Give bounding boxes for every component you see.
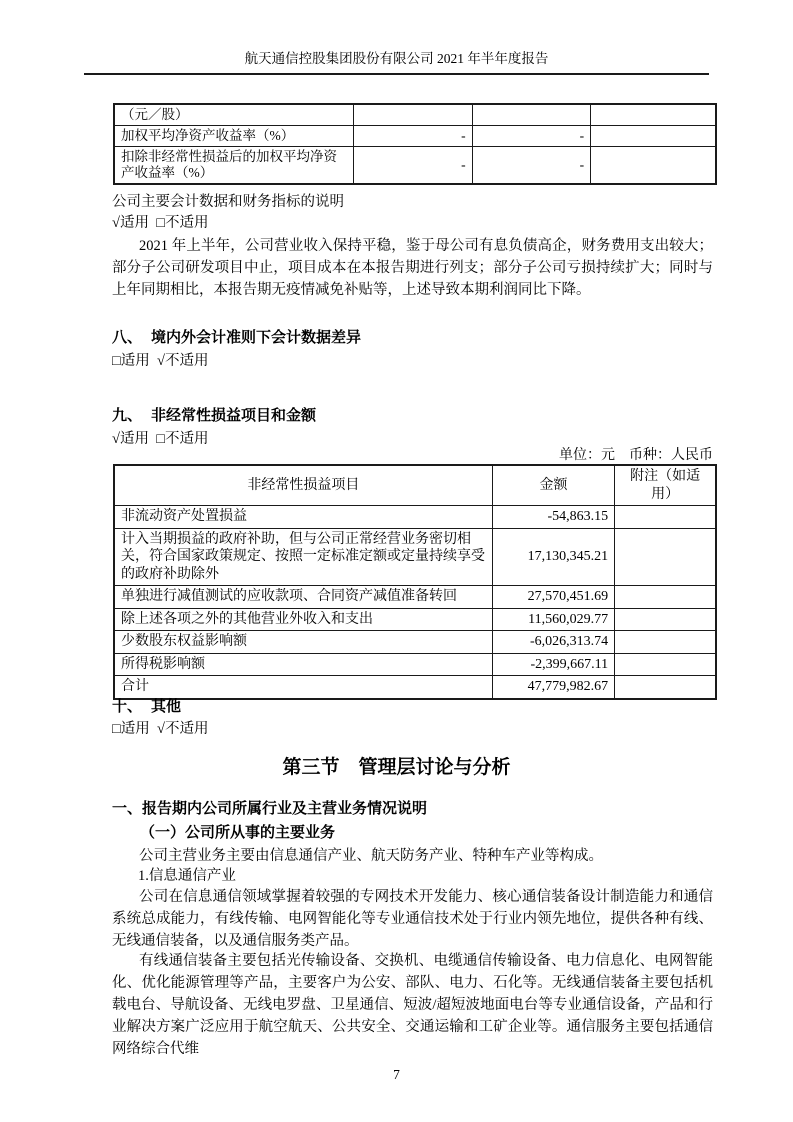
indicator-value — [591, 104, 716, 126]
amount-cell: 47,779,982.67 — [492, 676, 614, 699]
note-cell — [615, 653, 716, 676]
table-row — [114, 126, 716, 147]
note-cell — [615, 528, 716, 586]
notes-title: 公司主要会计数据和财务指标的说明 — [112, 194, 344, 210]
amount-cell: -6,026,313.74 — [492, 631, 614, 654]
section-title: 非经常性损益项目和金额 — [151, 407, 317, 424]
section-ix-applicability: √适用 □不适用 — [112, 431, 209, 447]
section-title: 其他 — [151, 698, 182, 715]
note-cell — [615, 608, 716, 631]
amount-cell: 11,560,029.77 — [492, 608, 614, 631]
column-header-item: 非经常性损益项目 — [114, 465, 492, 506]
indicator-value: - — [354, 147, 472, 185]
table-header-row — [114, 465, 716, 506]
section-number: 八、 — [112, 329, 143, 346]
notes-paragraph: 2021 年上半年，公司营业收入保持平稳，鉴于母公司有息负债高企，财务费用支出较大；部分子公司研发项目中止，项目成本在本报告期进行列支；部分子公司亏损持续扩大；同时与上年同期相比，本报告期无疫情减免补贴等，上述导致本期利润同比下降。 — [112, 238, 713, 298]
item-cell: 除上述各项之外的其他营业外收入和支出 — [114, 608, 492, 631]
section-number: 九、 — [112, 407, 143, 424]
info-comm-paragraph-2: 有线通信装备主要包括光传输设备、交换机、电缆通信传输设备、电力信息化、电网智能化、优化能源管理等产品，主要客户为公安、部队、电力、石化等。无线通信装备主要包括机载电台、导航设备、无线电罗盘、卫星通信、短波/超短波地面电台等专业通信设备，产品和行业解决方案广泛应用于航空航天、公共安全、交通运输和工矿企业等。通信服务主要包括通信网络综合代维 — [112, 953, 713, 1057]
financial-indicators-table — [113, 103, 717, 185]
item-cell: 合计 — [114, 676, 492, 699]
section-x-heading — [112, 696, 713, 718]
indicator-value — [591, 126, 716, 147]
chapter-title: 第三节 管理层讨论与分析 — [282, 757, 511, 778]
unit-currency-note: 单位：元 币种：人民币 — [559, 448, 713, 463]
note-cell — [615, 506, 716, 529]
indicator-value: - — [472, 126, 590, 147]
indicator-label: 加权平均净资产收益率（%） — [114, 126, 354, 147]
table-row — [114, 528, 716, 586]
indicator-value — [472, 104, 590, 126]
business-section-heading: 一、报告期内公司所属行业及主营业务情况说明 — [112, 800, 428, 817]
section-title: 境内外会计准则下会计数据差异 — [151, 329, 362, 346]
amount-cell: -2,399,667.11 — [492, 653, 614, 676]
document-title: 航天通信控股集团股份有限公司 2021 年半年度报告 — [244, 51, 549, 66]
table-row — [114, 506, 716, 529]
section-ix-heading — [112, 405, 713, 427]
column-header-note: 附注（如适用） — [615, 465, 716, 506]
document-header — [0, 50, 793, 68]
indicator-value — [591, 147, 716, 185]
table-row — [114, 104, 716, 126]
notes-applicability: √适用 □不适用 — [112, 215, 209, 231]
business-overview-paragraph: 公司主营业务主要由信息通信产业、航天防务产业、特种车产业等构成。 — [139, 848, 603, 864]
indicator-label: 扣除非经常性损益后的加权平均净资产收益率（%） — [114, 147, 354, 185]
item-cell: 单独进行减值测试的应收款项、合同资产减值准备转回 — [114, 586, 492, 609]
item-cell: 非流动资产处置损益 — [114, 506, 492, 529]
table-row — [114, 608, 716, 631]
indicator-label: （元／股） — [114, 104, 354, 126]
table-row — [114, 631, 716, 654]
non-recurring-items-table — [113, 464, 717, 700]
note-cell — [615, 631, 716, 654]
industry-heading: 1.信息通信产业 — [138, 868, 236, 884]
table-row — [114, 653, 716, 676]
item-cell: 少数股东权益影响额 — [114, 631, 492, 654]
section-x-applicability: □适用 √不适用 — [112, 721, 209, 737]
page-number: 7 — [393, 1067, 400, 1082]
section-viii-heading — [112, 327, 713, 349]
amount-cell: -54,863.15 — [492, 506, 614, 529]
item-cell: 所得税影响额 — [114, 653, 492, 676]
amount-cell: 17,130,345.21 — [492, 528, 614, 586]
business-subsection-heading: （一）公司所从事的主要业务 — [140, 824, 336, 841]
column-header-amount: 金额 — [492, 465, 614, 506]
table-row — [114, 147, 716, 185]
header-divider — [84, 73, 709, 75]
section-number: 十、 — [112, 698, 143, 715]
info-comm-paragraph-1: 公司在信息通信领域掌握着较强的专网技术开发能力、核心通信装备设计制造能力和通信系统总成能力，有线传输、电网智能化等专业通信技术处于行业内领先地位，提供各种有线、无线通信装备，以及通信服务类产品。 — [112, 889, 713, 949]
indicator-value — [354, 104, 472, 126]
indicator-value: - — [354, 126, 472, 147]
indicator-value: - — [472, 147, 590, 185]
note-cell — [615, 586, 716, 609]
item-cell: 计入当期损益的政府补助，但与公司正常经营业务密切相关，符合国家政策规定、按照一定标准定额或定量持续享受的政府补助除外 — [114, 528, 492, 586]
section-viii-applicability: □适用 √不适用 — [112, 353, 209, 369]
table-row — [114, 586, 716, 609]
amount-cell: 27,570,451.69 — [492, 586, 614, 609]
